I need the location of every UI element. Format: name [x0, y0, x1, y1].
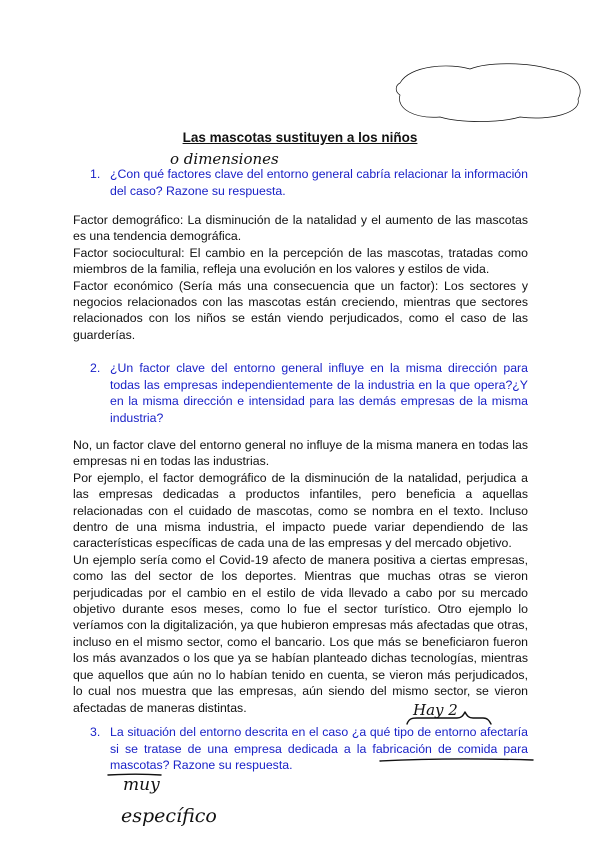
- handwritten-note-dimensiones-text: o dimensiones: [170, 150, 279, 168]
- handwritten-note-muy-especifico: [115, 770, 255, 840]
- handwritten-note-hay-2-text: Hay 2: [413, 701, 458, 719]
- question-3: [90, 724, 528, 774]
- answer-1-paragraph: Factor demográfico: La disminución de la natalidad y el aumento de las mascotas es una tendencia demográfica.: [73, 213, 528, 244]
- question-1: [90, 166, 528, 199]
- handwritten-note-especifico-text: específico: [121, 805, 217, 827]
- question-3-number: 3.: [90, 725, 101, 739]
- answer-1-paragraph: Factor sociocultural: El cambio en la percepción de las mascotas, tratadas como miembros de la familia, refleja una evolución en los valores y estilos de vida.: [73, 245, 528, 277]
- question-2-text: ¿Un factor clave del entorno general influye en la misma dirección para todas las empresas independientemente de la industria en la que opera?¿Y en la misma dirección e intensidad para las demás empresas de la misma industria?: [110, 361, 528, 425]
- answer-1-paragraph: Factor económico (Sería más una consecuencia que un factor): Los sectores y negocios relacionados con las mascotas están creciendo, mientras que sectores relacionados con los niños se están viendo perjudicados, como el caso de las guarderías.: [73, 278, 528, 342]
- handwritten-note-muy-text: muy: [123, 775, 160, 795]
- answer-2-paragraph: No, un factor clave del entorno general no influye de la misma manera en todas las empresas ni en todas las industrias.: [73, 438, 528, 469]
- question-2: [90, 360, 528, 426]
- answer-2: [73, 437, 528, 716]
- answer-1: [73, 212, 528, 343]
- question-1-number: 1.: [90, 167, 101, 181]
- answer-2-paragraph: Por ejemplo, el factor demográfico de la disminución de la natalidad, perjudica a las empresas dedicadas a productos infantiles, pero beneficia a aquellas relacionadas con el cuidado de mascotas, como se nombra en el texto. Incluso dentro de una misma industria, el impacto puede variar dependiendo de las características específicas de cada una de las empresas y del mercado objetivo.: [73, 470, 528, 551]
- redaction-scribble: [390, 55, 590, 125]
- question-1-text: ¿Con qué factores clave del entorno general cabría relacionar la información del caso? Razone su respuesta.: [110, 167, 528, 198]
- question-3-text: La situación del entorno descrita en el caso ¿a qué tipo de entorno afectaría si se tratase de una empresa dedicada a la fabricación de comida para mascotas? Razone su respuesta.: [110, 725, 528, 772]
- question-2-number: 2.: [90, 361, 101, 375]
- document-title: Las mascotas sustituyen a los niños: [182, 130, 418, 145]
- handwritten-underline: [378, 755, 538, 765]
- answer-2-paragraph: Un ejemplo sería como el Covid-19 afecto de manera positiva a ciertas empresas, como las del sector de los deportes. Mientras que muchas otras se vieron perjudicadas por el cambio en el estilo de vida llevado a cabo por su mercado objetivo durante esos meses, como lo fue el sector turístico. Otro ejemplo lo veríamos con la digitalización, ya que hubieron empresas más afectadas que otras, incluso en el mismo sector, como el bancario. Los que más se beneficiaron fueron los más avanzados o los que ya se habían planteado dichas tecnologías, mientras que aquellos que aún no lo habían tenido en cuenta, se vieron más perjudicados, lo cual nos muestra que las empresas, aún siendo del mismo sector, se vieron afectadas de maneras distintas.: [73, 552, 528, 715]
